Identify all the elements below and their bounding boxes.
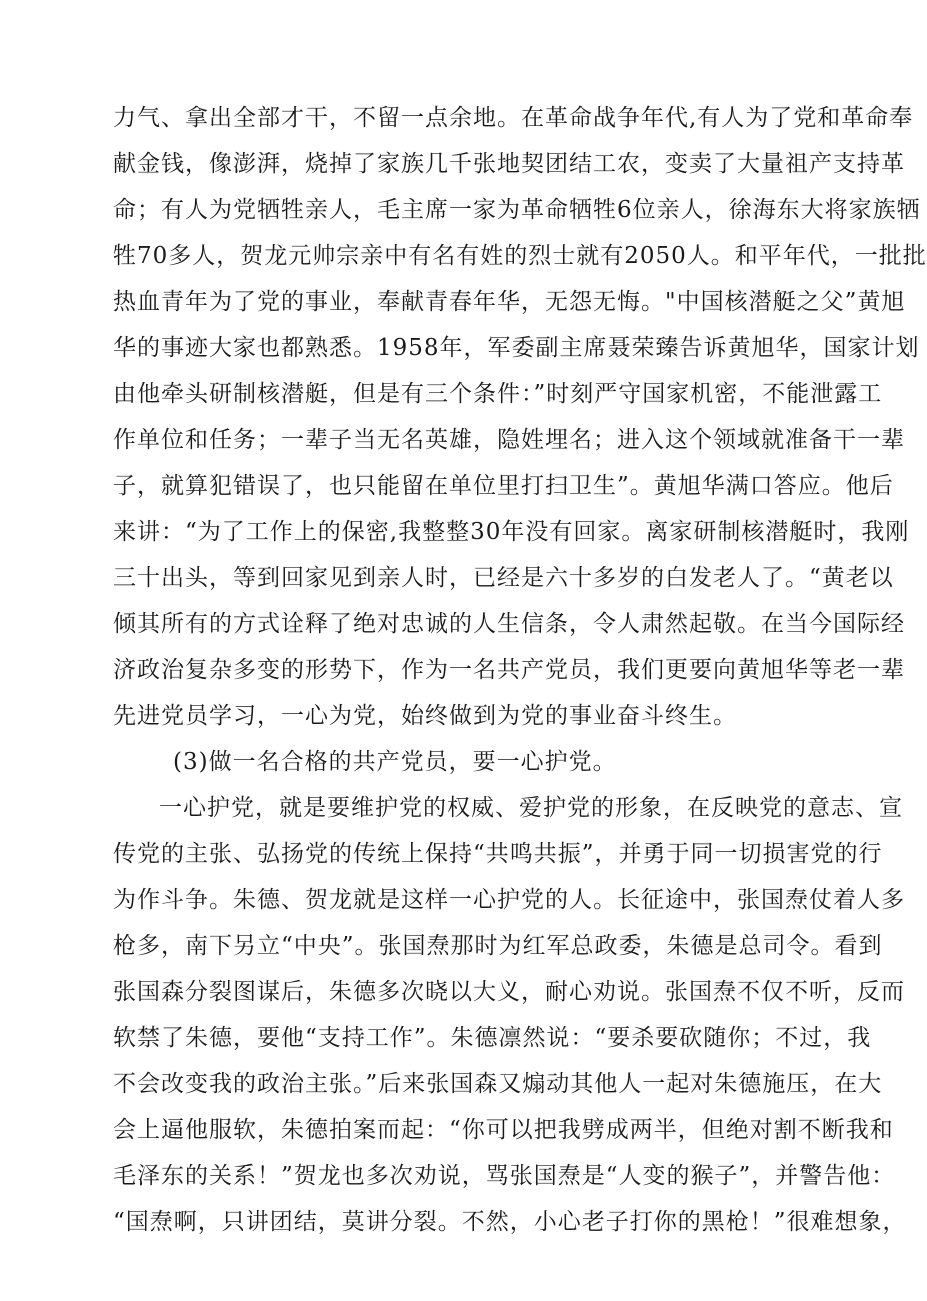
text-line: 张国森分裂图谋后，朱德多次晓以大义，耐心劝说。张国焘不仅不听，反而 xyxy=(113,979,905,1005)
text-line: 三十出头，等到回家见到亲人时，已经是六十多岁的白发老人了。“黄老以 xyxy=(113,565,894,591)
paragraph-2 xyxy=(113,785,907,1245)
text-line: 不会改变我的政治主张。”后来张国森又煽动其他人一起对朱德施压，在大 xyxy=(113,1071,883,1097)
document-body xyxy=(113,95,927,1245)
text-line: 热血青年为了党的事业，奉献青春年华，无怨无悔。"中国核潜艇之父”黄旭 xyxy=(113,289,906,315)
text-line: 力气、拿出全部才干，不留一点余地。在革命战争年代,有人为了党和革命奉 xyxy=(113,105,914,131)
text-line: 毛泽东的关系！”贺龙也多次劝说，骂张国焘是“人变的猴子”，并警告他： xyxy=(113,1163,896,1189)
text-line: 传党的主张、弘扬党的传统上保持“共鸣共振”，并勇于同一切损害党的行 xyxy=(113,841,883,867)
text-line: 先进党员学习，一心为党，始终做到为党的事业奋斗终生。 xyxy=(113,703,737,729)
text-line: 一心护党，就是要维护党的权威、爱护党的形象，在反映党的意志、宣 xyxy=(159,795,903,821)
text-line: 枪多，南下另立“中央”。张国焘那时为红军总政委，朱德是总司令。看到 xyxy=(113,933,883,959)
text-line: 会上逼他服软，朱德拍案而起：“你可以把我劈成两半，但绝对割不断我和 xyxy=(113,1117,894,1143)
text-line: 为作斗争。朱德、贺龙就是这样一心护党的人。长征途中，张国焘仗着人多 xyxy=(113,887,905,913)
text-line: 牲70多人，贺龙元帅宗亲中有名有姓的烈士就有2050人。和平年代，一批批 xyxy=(113,243,927,269)
text-line: 子，就算犯错误了，也只能留在单位里打扫卫生”。黄旭华满口答应。他后 xyxy=(113,473,894,499)
paragraph-1 xyxy=(113,95,927,739)
text-line: 倾其所有的方式诠释了绝对忠诚的人生信条，令人肃然起敬。在当今国际经 xyxy=(113,611,905,637)
text-line: 来讲：“为了工作上的保密,我整整30年没有回家。离家研制核潜艇时，我刚 xyxy=(113,519,910,545)
text-line: 由他牵头研制核潜艇，但是有三个条件：”时刻严守国家机密，不能泄露工 xyxy=(113,381,883,407)
text-line: 软禁了朱德，要他“支持工作”。朱德凛然说：“要杀要砍随你；不过，我 xyxy=(113,1025,872,1051)
text-line: 华的事迹大家也都熟悉。1958年，军委副主席聂荣臻告诉黄旭华，国家计划 xyxy=(113,335,920,361)
text-line: 献金钱，像澎湃，烧掉了家族几千张地契团结工农，变卖了大量祖产支持革 xyxy=(113,151,905,177)
text-line: 命；有人为党牺牲亲人，毛主席一家为革命牺牲6位亲人，徐海东大将家族牺 xyxy=(113,197,921,223)
text-line: “国焘啊，只讲团结，莫讲分裂。不然，小心老子打你的黑枪！”很难想象， xyxy=(113,1209,907,1235)
text-line: 济政治复杂多变的形势下，作为一名共产党员，我们更要向黄旭华等老一辈 xyxy=(113,657,905,683)
text-line: 作单位和任务；一辈子当无名英雄，隐姓埋名；进入这个领域就准备干一辈 xyxy=(113,427,905,453)
section-heading: (3)做一名合格的共产党员，要一心护党。 xyxy=(173,749,617,775)
